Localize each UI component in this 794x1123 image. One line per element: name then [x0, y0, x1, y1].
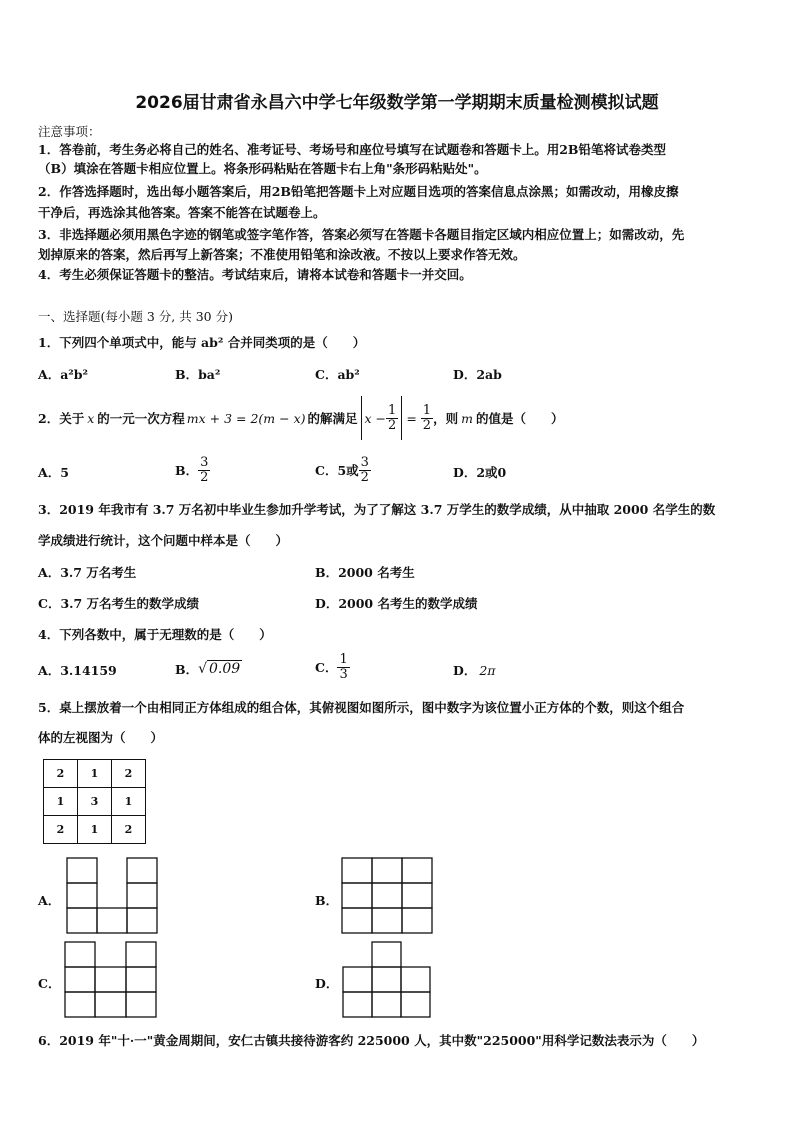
q2-frac-num: 1 — [388, 402, 397, 418]
q5-option-b-label: B． — [315, 893, 339, 908]
q3-option-b: B．2000 名考生 — [315, 565, 415, 580]
q2-option-c-fraction — [359, 456, 371, 485]
grid-cell: 1 — [112, 788, 146, 816]
q3-option-c: C．3.7 万名考生的数学成绩 — [38, 596, 200, 611]
grid-cell: 2 — [112, 816, 146, 844]
grid-cell: 1 — [44, 788, 78, 816]
q2-option-b-fraction — [198, 456, 210, 485]
q1-option-d: D．2ab — [453, 367, 502, 382]
question-2-stem — [38, 396, 563, 440]
q4-option-d-value: 2π — [479, 663, 496, 678]
q2-fraction — [386, 404, 398, 433]
q2-text: 的解满足 — [307, 411, 358, 426]
q4-option-b-label: B． — [175, 662, 199, 677]
question-5-line: 体的左视图为（ ） — [38, 730, 164, 745]
q5-option-a-view — [66, 857, 158, 935]
q1-option-b: B．ba² — [175, 367, 221, 382]
q4-option-b-radicand: 0.09 — [209, 661, 241, 677]
q2-frac-den: 2 — [388, 417, 397, 433]
question-6-stem: 6．2019 年"十·一"黄金周期间，安仁古镇共接待游客约 225000 人，其中数"225000"用科学记数法表示为（ ） — [38, 1033, 705, 1048]
q4-option-c-den: 3 — [339, 666, 348, 682]
q2-rhs-fraction — [421, 404, 433, 433]
q5-option-b-view — [341, 857, 433, 935]
q4-option-a: A．3.14159 — [38, 663, 117, 678]
notice-line: 3．非选择题必须用黑色字迹的钢笔或签字笔作答，答案必须写在答题卡各题目指定区域内相应位置上；如需改动，先 — [38, 227, 685, 242]
q2-equals: = — [406, 410, 417, 426]
q2-text: ，则 — [433, 411, 459, 426]
q5-option-c-label: C． — [38, 976, 61, 991]
q2-option-a: A．5 — [38, 465, 69, 480]
q5-option-d-view — [342, 941, 432, 1019]
q2-text: 的值是（ ） — [475, 411, 564, 426]
q4-option-d — [453, 661, 496, 679]
q2-var-x: x — [87, 410, 95, 426]
q4-option-b-sqrt: √ 0.09 — [198, 661, 241, 677]
q4-option-c-label: C． — [315, 660, 338, 675]
notice-line: 1．答卷前，考生务必将自己的姓名、准考证号、考场号和座位号填写在试题卷和答题卡上。用2B铅笔将试卷类型 — [38, 142, 666, 157]
q4-option-c — [315, 648, 350, 686]
q4-option-d-label: D． — [453, 663, 477, 678]
q2-option-b — [175, 452, 210, 488]
question-3-line: 3．2019 年我市有 3.7 万名初中毕业生参加升学考试，为了了解这 3.7 万学生的数学成绩，从中抽取 2000 名学生的数 — [38, 502, 716, 517]
q3-option-a: A．3.7 万名考生 — [38, 565, 137, 580]
notice-line: 2．作答选择题时，选出每小题答案后，用2B铅笔把答题卡上对应题目选项的答案信息点涂黑；如需改动，用橡皮擦 — [38, 184, 679, 199]
grid-cell: 3 — [78, 788, 112, 816]
grid-cell: 1 — [78, 760, 112, 788]
notice-line: 4．考生必须保证答题卡的整洁。考试结束后，请将本试卷和答题卡一并交回。 — [38, 267, 472, 282]
q2-option-b-num: 3 — [200, 454, 209, 470]
q2-option-c — [315, 452, 371, 488]
q2-text: 的一元一次方程 — [97, 411, 185, 426]
section-heading: 一、选择题(每小题 3 分, 共 30 分) — [38, 309, 233, 324]
q2-option-c-den: 2 — [360, 469, 369, 485]
notice-line: （B）填涂在答题卡相应位置上。将条形码粘贴在答题卡右上角"条形码粘贴处"。 — [38, 161, 487, 176]
q5-option-a-label: A． — [38, 893, 61, 908]
q2-var-m: m — [461, 410, 473, 426]
grid-cell: 2 — [44, 760, 78, 788]
q2-option-c-num: 3 — [360, 454, 369, 470]
top-view-grid — [43, 759, 146, 844]
grid-cell: 2 — [44, 816, 78, 844]
grid-cell: 2 — [112, 760, 146, 788]
q2-absolute-value — [361, 396, 403, 440]
q4-option-c-fraction — [337, 653, 349, 682]
q5-option-c-view — [64, 941, 158, 1019]
question-3-line: 学成绩进行统计，这个问题中样本是（ ） — [38, 533, 289, 548]
notice-line: 划掉原来的答案，然后再写上新答案；不准使用铅笔和涂改液。不按以上要求作答无效。 — [38, 247, 526, 262]
q4-option-c-num: 1 — [339, 651, 348, 667]
q2-rhs-den: 2 — [422, 417, 432, 433]
q3-option-d: D．2000 名考生的数学成绩 — [315, 596, 478, 611]
q2-abs-expr: x − — [364, 410, 387, 426]
q1-option-a: A．a²b² — [38, 367, 88, 382]
q2-equation: mx + 3 = 2(m − x) — [186, 410, 306, 426]
grid-cell: 1 — [78, 816, 112, 844]
question-5-line: 5．桌上摆放着一个由相同正方体组成的组合体，其俯视图如图所示，图中数字为该位置小正方体的个数，则这个组合 — [38, 700, 685, 715]
q2-option-b-label: B． — [175, 463, 199, 478]
q1-option-c: C．ab² — [315, 367, 360, 382]
notice-line: 干净后，再选涂其他答案。答案不能答在试题卷上。 — [38, 205, 326, 220]
question-4-stem: 4．下列各数中，属于无理数的是（ ） — [38, 627, 272, 642]
q2-option-d: D．2或0 — [453, 465, 507, 480]
q4-option-b — [175, 657, 242, 681]
question-1-stem: 1．下列四个单项式中，能与 ab² 合并同类项的是（ ） — [38, 335, 366, 350]
q2-option-c-label: C．5或 — [315, 463, 359, 478]
q5-option-d-label: D． — [315, 976, 339, 991]
q2-rhs-num: 1 — [422, 402, 432, 418]
q2-option-b-den: 2 — [200, 469, 209, 485]
page-title: 2026届甘肃省永昌六中学七年级数学第一学期期末质量检测模拟试题 — [135, 93, 659, 113]
q2-text: 2．关于 — [38, 411, 85, 426]
notice-heading: 注意事项： — [38, 124, 101, 139]
